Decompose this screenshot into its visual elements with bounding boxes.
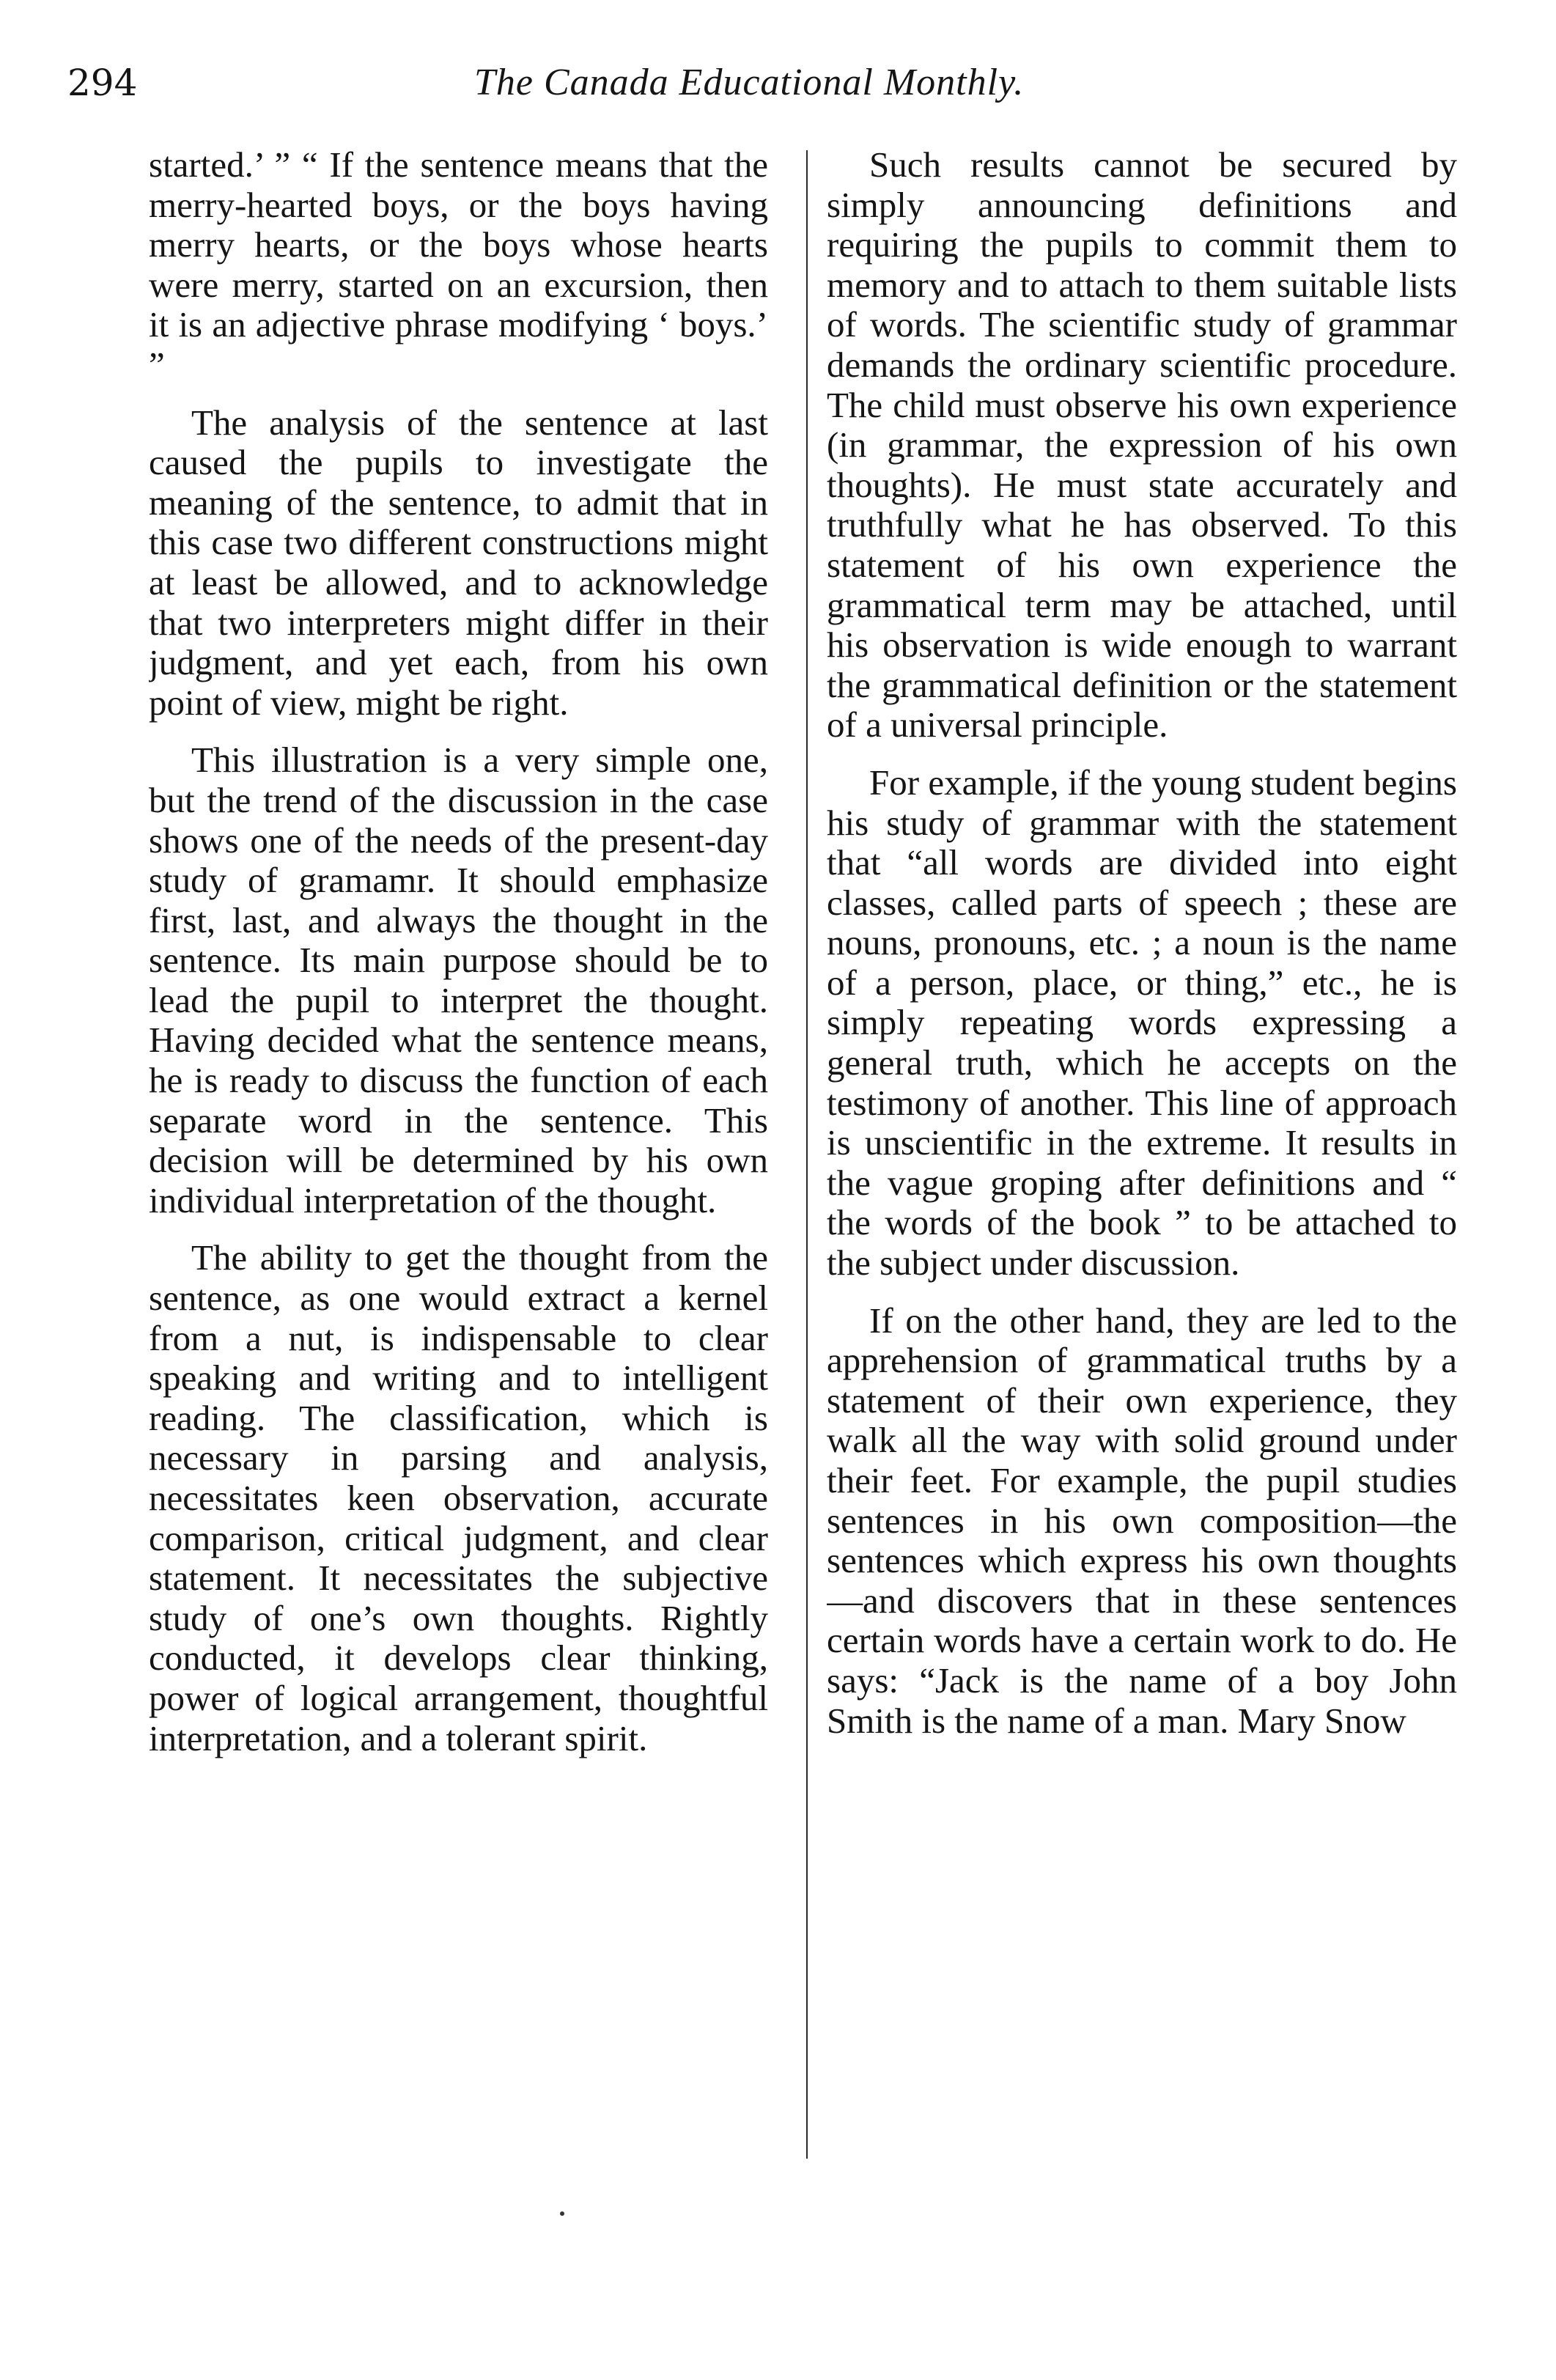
right-paragraph-2: For example, if the young student begins his study of grammar with the statement that “all words are divided into eight classes, called parts of speech ; these are nouns, pronouns, etc. ; a noun is the name of a person, place, or thing,” etc., he is simply repeating words expressing a general truth, which he accepts on the testimony of another. This line of approach is unscientific in the extreme. It results in the vague groping after definitions and “ the words of the book ” to be attached to the subject under discussion. bbox=[827, 762, 1457, 1283]
page-number: 294 bbox=[67, 62, 138, 104]
column-divider bbox=[806, 150, 808, 2159]
left-paragraph-4: The ability to get the thought from the sentence, as one would extract a kernel from a nut, is indispensable to clear speaking and writing and to intelligent reading. The classification, which is necessary in parsing and analysis, necessitates keen observation, accurate comparison, critical judgment, and clear statement. It necessitates the subjective study of one’s own thoughts. Rightly conducted, it develops clear thinking, power of logical arrangement, thoughtful interpretation, and a tolerant spirit. bbox=[149, 1237, 768, 1758]
page-mark-dot bbox=[560, 2211, 564, 2216]
right-paragraph-1: Such results cannot be secured by simply announcing definitions and requiring the pupils to commit them to memory and to attach to them suitable lists of words. The scientific study of grammar demands the ordinary scientific procedure. The child must observe his own experience (in grammar, the expression of his own thoughts). He must state accurately and truthfully what he has observed. To this statement of his own experience the grammatical term may be attached, until his observation is wide enough to warrant the grammatical definition or the statement of a universal principle. bbox=[827, 145, 1457, 745]
left-paragraph-3: This illustration is a very simple one, but the trend of the discussion in the case shows one of the needs of the present-day study of gramamr. It should emphasize first, last, and always the thought in the sentence. Its main purpose should be to lead the pupil to interpret the thought. Having decided what the sentence means, he is ready to discuss the function of each separate word in the sentence. This decision will be determined by his own individual interpretation of the thought. bbox=[149, 740, 768, 1220]
right-paragraph-3: If on the other hand, they are led to the apprehension of grammatical truths by a statement of their own experience, they walk all the way with solid ground under their feet. For example, the pupil studies sentences in his own composition—the sentences which express his own thoughts—and discovers that in these sentences certain words have a certain work to do. He says: “Jack is the name of a boy John Smith is the name of a man. Mary Snow bbox=[827, 1300, 1457, 1741]
left-paragraph-2: The analysis of the sentence at last caused the pupils to investigate the meaning of the sentence, to admit that in this case two different constructions might at least be allowed, and to acknowledge that two interpreters might differ in their judgment, and yet each, from his own point of view, might be right. bbox=[149, 402, 768, 723]
right-text-column bbox=[827, 145, 1457, 2183]
left-text-column bbox=[149, 145, 768, 2183]
left-paragraph-1: started.’ ” “ If the sentence means that the merry-hearted boys, or the boys having merry hearts, or the boys whose hearts were merry, started on an excursion, then it is an adjective phrase modifying ‘ boys.’ ” bbox=[149, 145, 768, 385]
page-header bbox=[67, 57, 1482, 123]
journal-title: The Canada Educational Monthly. bbox=[474, 62, 1025, 103]
